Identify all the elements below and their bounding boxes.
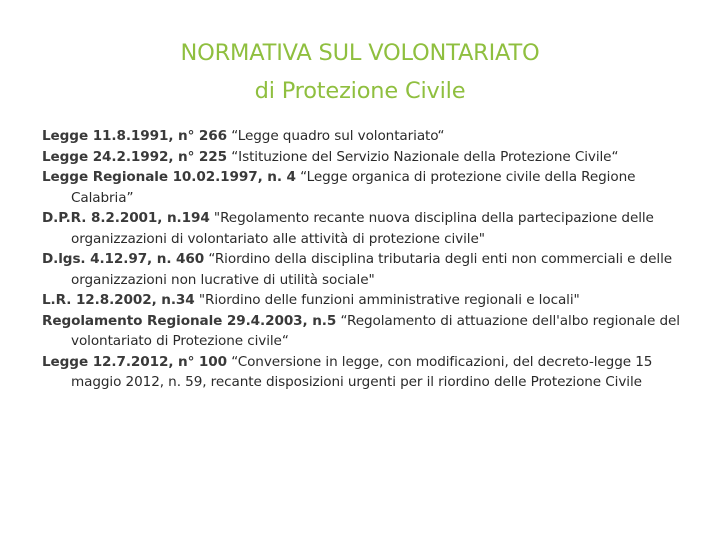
law-reference: D.lgs. 4.12.97, n. 460 [42, 251, 205, 267]
law-entry-1 [42, 126, 692, 147]
law-reference: Legge 24.2.1992, n° 225 [42, 148, 228, 165]
law-list [42, 126, 692, 393]
law-entry-5 [42, 249, 692, 290]
law-reference: Legge 11.8.1991, n° 266 [42, 128, 228, 144]
law-description: “Istituzione del Servizio Nazionale della Protezione Civile“ [227, 148, 619, 165]
law-description: “Riordino della disciplina tributaria degli enti non commerciali e delle organizzazioni non lucrative di utilità sociale" [71, 251, 673, 288]
law-reference: Legge 12.7.2012, n° 100 [42, 353, 228, 370]
law-entry-6 [42, 290, 692, 311]
title-line-1: NORMATIVA SUL VOLONTARIATO [180, 40, 540, 66]
law-entry-4 [42, 208, 692, 249]
law-entry-3 [42, 167, 692, 208]
law-entry-8 [42, 352, 692, 393]
law-description: “Legge organica di protezione civile della Regione Calabria” [71, 169, 636, 206]
law-reference: Regolamento Regionale 29.4.2003, n.5 [42, 312, 337, 329]
law-description: “Conversione in legge, con modificazioni, del decreto-legge 15 maggio 2012, n. 59, recante disposizioni urgenti per il riordino delle Protezione Civile [71, 353, 653, 390]
law-reference: D.P.R. 8.2.2001, n.194 [42, 210, 210, 226]
law-reference: Legge Regionale 10.02.1997, n. 4 [42, 169, 296, 185]
page-title [0, 34, 720, 110]
title-line-2: di Protezione Civile [254, 78, 466, 104]
law-description: “Regolamento di attuazione dell'albo regionale del volontariato di Protezione civile“ [71, 312, 680, 349]
law-description: “Legge quadro sul volontariato“ [227, 128, 445, 144]
law-description: "Riordino delle funzioni amministrative regionali e locali" [194, 292, 580, 308]
law-reference: L.R. 12.8.2002, n.34 [42, 292, 195, 308]
law-entry-2 [42, 147, 692, 168]
law-entry-7 [42, 311, 692, 352]
law-description: "Regolamento recante nuova disciplina della partecipazione delle organizzazioni di volontariato alle attività di protezione civile" [71, 210, 654, 247]
